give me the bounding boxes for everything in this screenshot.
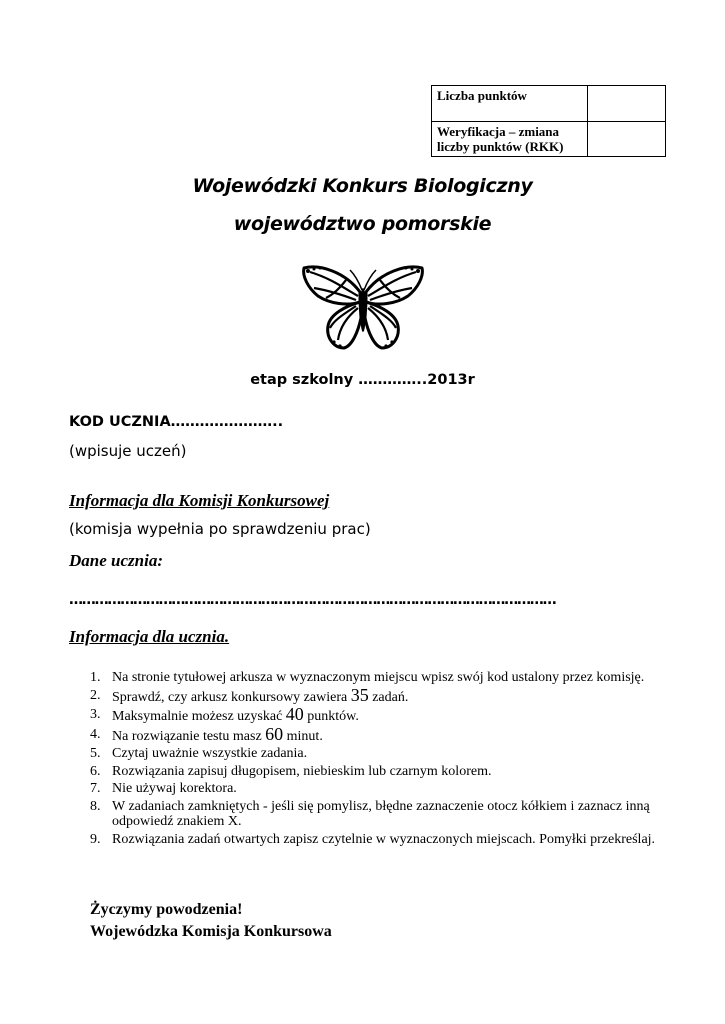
list-item-text: Rozwiązania zadań otwartych zapisz czytelnie w wyznaczonych miejscach. Pomyłki przekreślaj. <box>112 831 656 847</box>
list-item-text: zadań. <box>368 689 409 705</box>
list-item <box>90 704 660 725</box>
list-item-number: 7. <box>90 781 101 796</box>
instructions-list <box>90 670 660 849</box>
list-item-text: Rozwiązania zapisuj długopisem, niebieskim lub czarnym kolorem. <box>112 763 492 779</box>
student-info-heading: Informacja dla ucznia. <box>69 627 230 646</box>
list-item-number: 6. <box>90 763 101 779</box>
list-item-text: Czytaj uważnie wszystkie zadania. <box>112 746 308 761</box>
points-label: Liczba punktów <box>432 86 588 122</box>
max-points: 40 <box>285 704 304 724</box>
list-item <box>90 781 660 797</box>
list-item-text: Sprawdź, czy arkusz konkursowy zawiera <box>112 689 351 705</box>
list-item-number: 4. <box>90 726 101 742</box>
list-item-number: 9. <box>90 831 101 847</box>
points-value-cell[interactable] <box>588 86 666 122</box>
list-item-text: punktów. <box>303 709 359 724</box>
list-item-number: 5. <box>90 746 101 761</box>
student-data-label: Dane ucznia: <box>69 551 163 570</box>
list-item-text: Na stronie tytułowej arkusza w wyznaczonym miejscu wpisz swój kod ustalony przez komisję. <box>112 670 645 685</box>
list-item-number: 2. <box>90 687 101 703</box>
score-row-points <box>432 86 666 122</box>
list-item <box>90 670 660 686</box>
student-data-line[interactable]: …………………………………………………………………………………………………… <box>69 592 556 608</box>
contest-title: Wojewódzki Konkurs Biologiczny <box>192 175 533 197</box>
list-item-number: 8. <box>90 798 101 814</box>
committee-info-heading: Informacja dla Komisji Konkursowej <box>69 491 330 510</box>
time-limit: 60 <box>265 723 284 744</box>
score-row-verification <box>432 122 666 157</box>
student-code-note: (wpisuje uczeń) <box>69 442 187 460</box>
list-item-text: Maksymalnie możesz uzyskać <box>112 709 286 724</box>
contest-region: województwo pomorskie <box>233 213 492 235</box>
committee-info-note: (komisja wypełnia po sprawdzeniu prac) <box>69 520 371 538</box>
list-item <box>90 799 660 830</box>
list-item-text: W zadaniach zamkniętych - jeśli się pomylisz, błędne zaznaczenie otocz kółkiem i zaznacz inną odpowiedź znakiem X. <box>112 798 650 829</box>
list-item <box>90 764 660 780</box>
task-count: 35 <box>350 684 369 705</box>
list-item <box>90 723 660 745</box>
list-item-number: 1. <box>90 670 101 685</box>
list-item <box>90 746 660 762</box>
student-code-field[interactable]: KOD UCZNIA………………….. <box>69 414 284 430</box>
butterfly-icon <box>300 262 426 354</box>
list-item-text: Na rozwiązanie testu masz <box>112 728 266 744</box>
list-item <box>90 684 660 706</box>
list-item-text: minut. <box>283 728 323 744</box>
list-item <box>90 832 660 848</box>
contest-stage: etap szkolny …………..2013r <box>250 372 475 388</box>
list-item-number: 3. <box>90 707 101 722</box>
closing-wish: Życzymy powodzenia! <box>90 901 243 918</box>
verification-label: Weryfikacja – zmiana liczby punktów (RKK) <box>432 122 588 157</box>
closing-signature: Wojewódzka Komisja Konkursowa <box>90 923 332 940</box>
list-item-text: Nie używaj korektora. <box>112 781 237 796</box>
score-table <box>431 85 666 157</box>
verification-value-cell[interactable] <box>588 122 666 157</box>
